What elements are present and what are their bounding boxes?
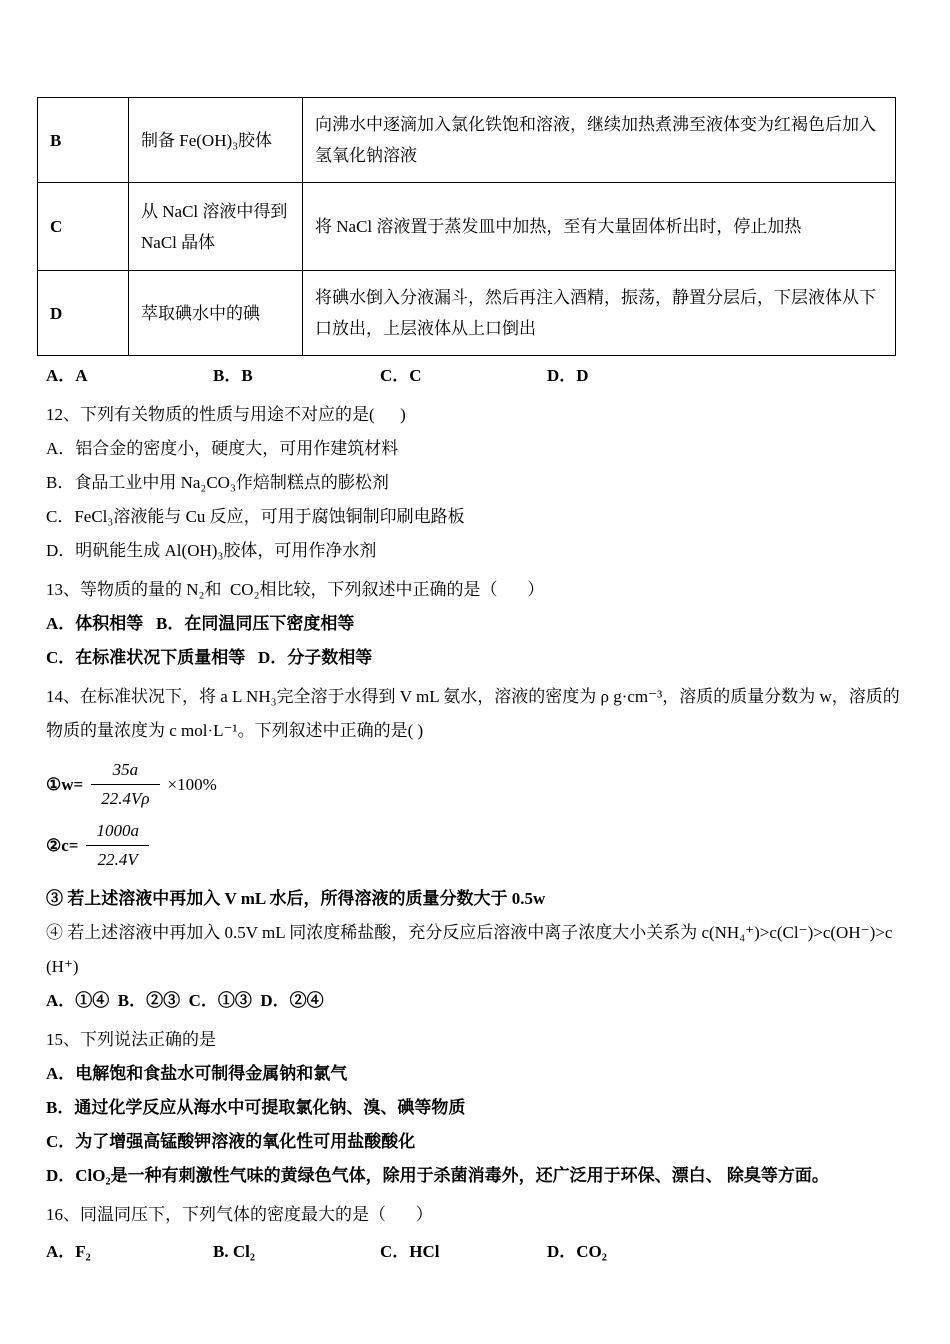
item-2-label: ②c= — [46, 835, 79, 855]
question-15 — [46, 1023, 905, 1193]
question-12-stem: 12、下列有关物质的性质与用途不对应的是( ) — [46, 405, 406, 424]
question-15-option-a: A．电解饱和食盐水可制得金属钠和氯气 — [46, 1064, 348, 1083]
question-12-option-b: B．食品工业中用 Na₂CO₃作焙制糕点的膨松剂 — [46, 473, 389, 492]
table-row-c — [38, 183, 896, 271]
answer-options-row — [46, 359, 905, 393]
question-12-option-d: D．明矾能生成 Al(OH)₃胶体，可用作净水剂 — [46, 541, 377, 560]
experiment-name: 萃取碘水中的碘 — [129, 271, 303, 356]
experiment-name: 制备 Fe(OH)₃胶体 — [129, 98, 303, 183]
fraction-1-numerator: 35a — [91, 760, 159, 785]
fraction-1 — [91, 760, 159, 809]
table-row-d — [38, 271, 896, 356]
question-16-option-c: C．HCl — [380, 1242, 440, 1261]
fraction-1-multiplier: ×100% — [167, 774, 217, 794]
question-12-option-c: C．FeCl₃溶液能与 Cu 反应，可用于腐蚀铜制印刷电路板 — [46, 507, 465, 526]
question-13 — [46, 573, 905, 675]
experiment-description: 向沸水中逐滴加入氯化铁饱和溶液，继续加热煮沸至液体变为红褐色后加入氢氧化钠溶液 — [303, 98, 896, 183]
question-14-options: A．①④ B．②③ C．①③ D．②④ — [46, 991, 324, 1010]
question-15-option-d: D．ClO₂是一种有刺激性气味的黄绿色气体，除用于杀菌消毒外，还广泛用于环保、漂白、 除臭等方面。 — [46, 1166, 829, 1185]
question-13-options-ab: A．体积相等 B．在同温同压下密度相等 — [46, 614, 355, 633]
question-16-options — [46, 1235, 905, 1269]
table-row-b — [38, 98, 896, 183]
experiment-description: 将碘水倒入分液漏斗，然后再注入酒精，振荡，静置分层后，下层液体从下口放出，上层液体从上口倒出 — [303, 271, 896, 356]
option-c: C．C — [380, 366, 422, 385]
row-letter: B — [38, 98, 129, 183]
question-16 — [46, 1198, 905, 1269]
question-13-stem: 13、等物质的量的 N₂和 CO₂相比较，下列叙述中正确的是（ ） — [46, 580, 545, 599]
fraction-2 — [86, 821, 149, 870]
option-b: B．B — [213, 366, 253, 385]
experiment-description: 将 NaCl 溶液置于蒸发皿中加热，至有大量固体析出时，停止加热 — [303, 183, 896, 271]
question-14-item-1 — [46, 760, 905, 809]
option-d: D．D — [547, 366, 589, 385]
question-12 — [46, 398, 905, 568]
fraction-1-denominator: 22.4Vρ — [101, 789, 150, 808]
question-14-stem: 14、在标准状况下，将 a L NH₃完全溶于水得到 V mL 氨水，溶液的密度为 ρ g·cm⁻³，溶质的质量分数为 w，溶质的物质的量浓度为 c mol·L⁻¹。下列叙述中正确的是( ) — [46, 687, 900, 740]
question-16-option-d: D．CO₂ — [547, 1242, 607, 1261]
item-1-label: ①w= — [46, 774, 84, 794]
question-13-options-cd: C．在标准状况下质量相等 D．分子数相等 — [46, 648, 373, 667]
question-15-option-b: B．通过化学反应从海水中可提取氯化钠、溴、碘等物质 — [46, 1098, 466, 1117]
question-16-stem: 16、同温同压下，下列气体的密度最大的是（ ） — [46, 1205, 433, 1224]
question-14-item-3: ③ 若上述溶液中再加入 V mL 水后，所得溶液的质量分数大于 0.5w — [46, 889, 546, 908]
experiment-name: 从 NaCl 溶液中得到 NaCl 晶体 — [129, 183, 303, 271]
question-12-option-a: A．铝合金的密度小，硬度大，可用作建筑材料 — [46, 439, 399, 458]
question-15-option-c: C．为了增强高锰酸钾溶液的氧化性可用盐酸酸化 — [46, 1132, 416, 1151]
question-16-option-b: B. Cl₂ — [213, 1242, 255, 1261]
question-16-option-a: A．F₂ — [46, 1242, 91, 1261]
question-14-item-4: ④ 若上述溶液中再加入 0.5V mL 同浓度稀盐酸，充分反应后溶液中离子浓度大小关系为 c(NH₄⁺)>c(Cl⁻)>c(OH⁻)>c(H⁺) — [46, 923, 893, 976]
question-body — [46, 359, 905, 1269]
fraction-2-denominator: 22.4V — [97, 850, 138, 869]
question-14-item-2 — [46, 821, 905, 870]
option-a: A．A — [46, 366, 88, 385]
row-letter: D — [38, 271, 129, 356]
row-letter: C — [38, 183, 129, 271]
question-15-stem: 15、下列说法正确的是 — [46, 1030, 216, 1049]
fraction-2-numerator: 1000a — [86, 821, 149, 846]
question-14 — [46, 680, 905, 1018]
experiment-table — [37, 97, 896, 356]
